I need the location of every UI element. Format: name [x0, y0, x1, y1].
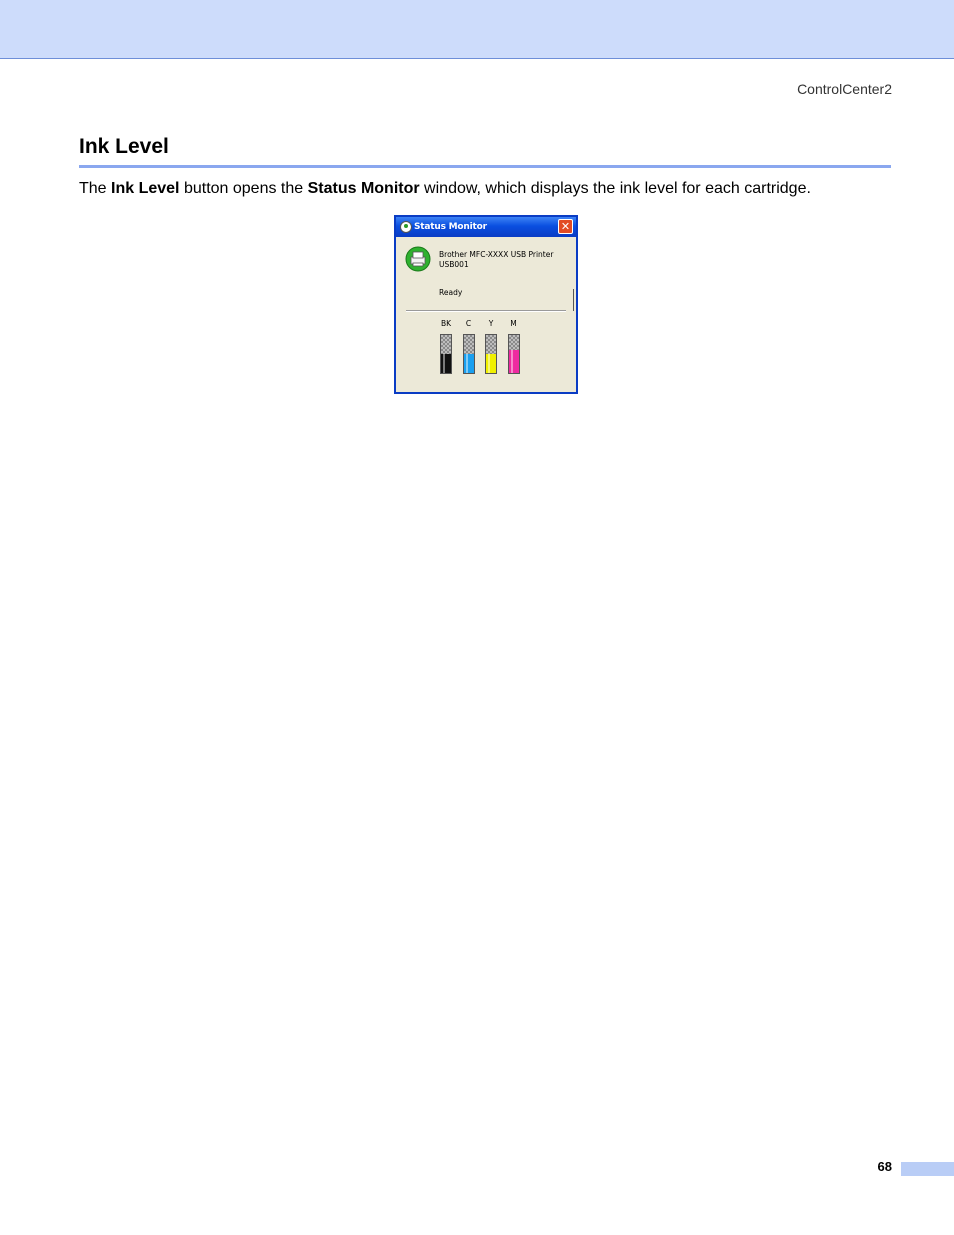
status-monitor-app-icon [400, 221, 412, 233]
ink-tank-y [485, 334, 497, 374]
para-text-2: button opens the [179, 180, 308, 197]
ink-fill-m [509, 350, 519, 373]
ink-label-m: M [510, 319, 517, 328]
section-title: Ink Level [79, 135, 169, 158]
ink-tank-c [463, 334, 475, 374]
ink-fill-bk [441, 354, 451, 373]
panel-edge [573, 289, 574, 311]
title-rule [79, 165, 891, 168]
window-titlebar[interactable] [396, 217, 576, 237]
status-divider [406, 310, 566, 312]
printer-name: Brother MFC-XXXX USB Printer [439, 250, 554, 259]
status-monitor-window [394, 215, 578, 394]
ink-tank-bk [440, 334, 452, 374]
para-text-1: The [79, 180, 112, 197]
header-band [0, 0, 954, 59]
window-client-area [398, 239, 574, 392]
ink-label-bk: BK [440, 319, 452, 328]
ink-fill-y [486, 354, 496, 373]
close-button[interactable]: ✕ [558, 219, 573, 234]
ink-fill-c [464, 354, 474, 373]
running-header: ControlCenter2 [797, 81, 892, 97]
body-paragraph [79, 179, 899, 199]
printer-ok-icon [405, 246, 431, 272]
para-bold-status-monitor: Status Monitor [307, 180, 420, 197]
ink-tank-m [508, 334, 520, 374]
ink-label-c: C [465, 319, 472, 328]
page-tab [901, 1162, 954, 1176]
printer-port: USB001 [439, 260, 469, 269]
printer-status: Ready [439, 288, 463, 297]
ink-label-y: Y [488, 319, 494, 328]
page-number: 68 [877, 1159, 892, 1174]
para-text-3: window, which displays the ink level for each cartridge. [419, 180, 811, 197]
para-bold-ink-level: Ink Level [111, 180, 180, 197]
window-title: Status Monitor [414, 222, 487, 232]
